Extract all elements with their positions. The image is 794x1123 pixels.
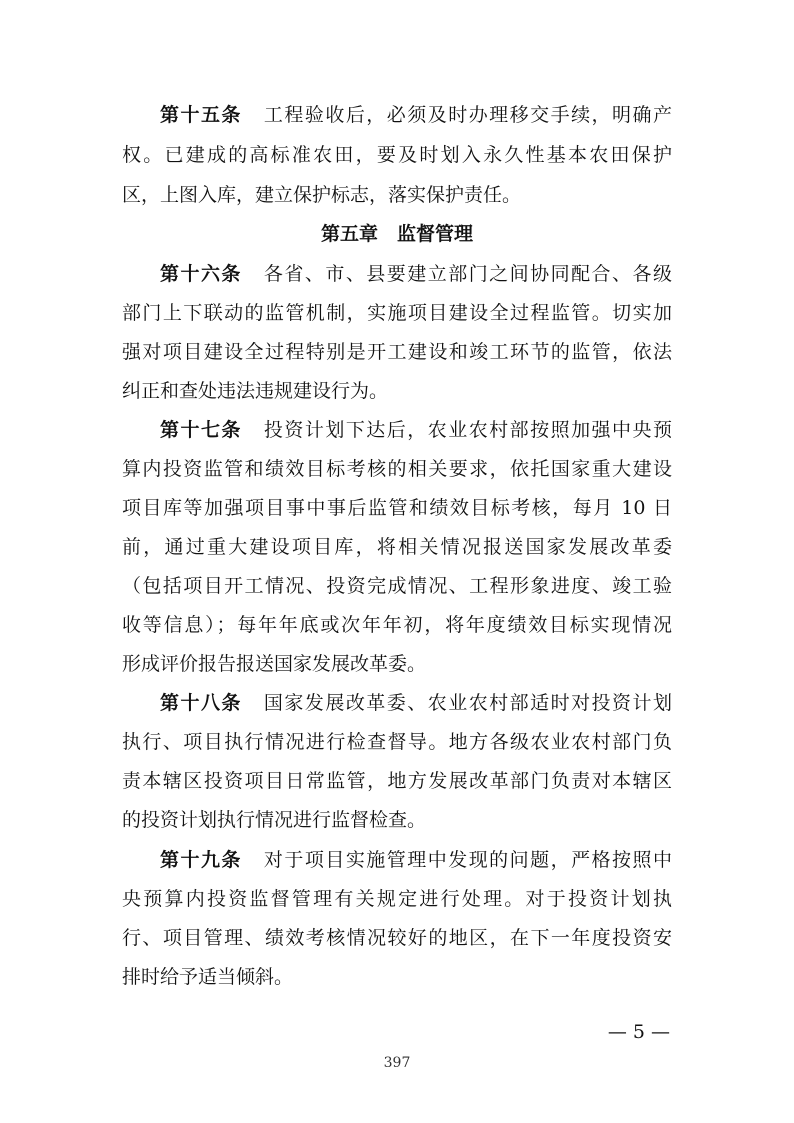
article-19-line-2: 央预算内投资监督管理有关规定进行处理。对于投资计划执 [122, 888, 672, 910]
article-17-label: 第十七条 [160, 419, 242, 441]
article-18-line-1: 第十八条 国家发展改革委、农业农村部适时对投资计划 [160, 692, 672, 714]
article-16-line-2: 部门上下联动的监管机制，实施项目建设全过程监管。切实加 [122, 302, 672, 324]
article-16-line-3: 强对项目建设全过程特别是开工建设和竣工环节的监管，依法 [122, 341, 672, 363]
article-17-line-4: 前，通过重大建设项目库，将相关情况报送国家发展改革委 [122, 536, 672, 558]
article-19-line-4: 排时给予适当倾斜。 [122, 966, 294, 988]
article-19-line-1: 第十九条 对于项目实施管理中发现的问题，严格按照中 [160, 849, 672, 871]
article-15-line-1: 第十五条 工程验收后，必须及时办理移交手续，明确产 [160, 104, 672, 126]
article-18-line-3: 责本辖区投资项目日常监管，地方发展改革部门负责对本辖区 [122, 770, 672, 792]
article-15-label: 第十五条 [160, 104, 242, 126]
article-19-line-3: 行、项目管理、绩效考核情况较好的地区，在下一年度投资安 [122, 927, 672, 949]
article-18-line-2: 执行、项目执行情况进行检查督导。地方各级农业农村部门负 [122, 731, 672, 753]
article-17-line-1: 第十七条 投资计划下达后，农业农村部按照加强中央预 [160, 419, 672, 441]
article-18-label: 第十八条 [160, 692, 242, 714]
footer-number: 397 [383, 1055, 411, 1071]
article-16-line-4: 纠正和查处违法违规建设行为。 [122, 380, 389, 402]
article-17-line-2: 算内投资监管和绩效目标考核的相关要求，依托国家重大建设 [122, 458, 672, 480]
page-number: — 5 — [607, 1021, 670, 1043]
article-15-line-3: 区，上图入库，建立保护标志，落实保护责任。 [122, 184, 522, 206]
article-16-label: 第十六条 [160, 263, 242, 285]
chapter-title: 第五章 监督管理 [320, 223, 473, 245]
article-17-line-6: 收等信息）；每年年底或次年年初，将年度绩效目标实现情况 [122, 614, 672, 636]
article-18-line-4: 的投资计划执行情况进行监督检查。 [122, 809, 427, 831]
article-16-line-1: 第十六条 各省、市、县要建立部门之间协同配合、各级 [160, 263, 672, 285]
article-17-line-7: 形成评价报告报送国家发展改革委。 [122, 653, 427, 675]
article-17-line-5: （包括项目开工情况、投资完成情况、工程形象进度、竣工验 [122, 575, 672, 597]
article-17-line-3: 项目库等加强项目事中事后监管和绩效目标考核，每月 10 日 [122, 497, 672, 519]
article-15-line-2: 权。已建成的高标准农田，要及时划入永久性基本农田保护 [122, 144, 672, 166]
article-19-label: 第十九条 [160, 849, 242, 871]
